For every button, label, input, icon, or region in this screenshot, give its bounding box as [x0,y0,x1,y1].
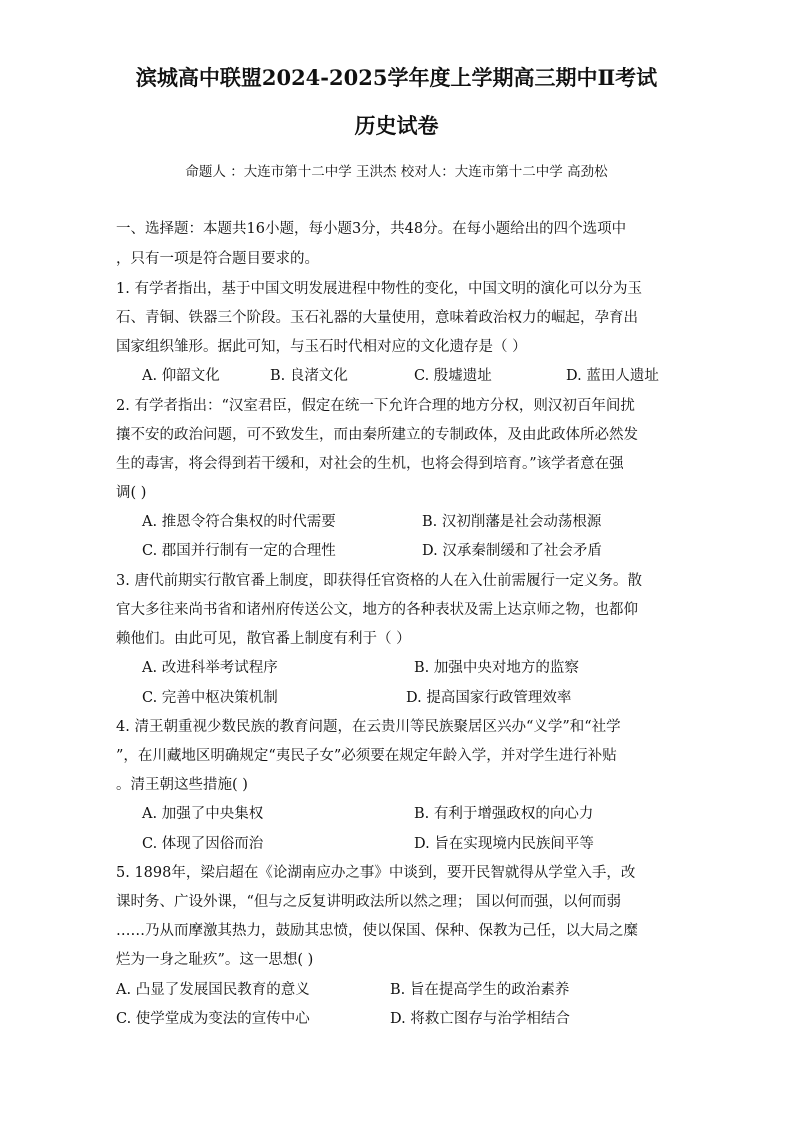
question-4-stem-line: 4. 清王朝重视少数民族的教育问题，在云贵川等民族聚居区兴办“义学”和“社学 [116,719,621,735]
question-2-stem-line: 攘不安的政治问题，可不致发生，而由秦所建立的专制政体，及由此政体所必然发 [116,427,638,443]
question-3-stem-line: 官大多往来尚书省和诸州府传送公文，地方的各种表状及需上达京师之物，也都仰 [116,602,638,618]
question-5-stem-line: 烂为一身之耻疚”。这一思想( ) [116,952,314,968]
question-4-option-d: D. 旨在实现境内民族间平等 [414,836,594,852]
question-5-stem-line: ……乃从而摩激其热力，鼓励其忠愤，使以保国、保种、保教为己任，以大局之糜 [116,923,638,939]
question-3-stem-line: 赖他们。由此可见，散官番上制度有利于（ ） [116,631,411,647]
question-2-option-d: D. 汉承秦制缓和了社会矛盾 [422,543,602,559]
question-1-stem-line: 1. 有学者指出，基于中国文明发展进程中物性的变化，中国文明的演化可以分为玉 [116,281,642,297]
question-5-stem-line: 课时务、广设外课，“但与之反复讲明政法所以然之理； 国以何而强，以何而弱 [116,894,622,910]
question-4-stem-line: 。清王朝这些措施( ) [116,777,248,793]
question-1-option-d: D. 蓝田人遗址 [566,368,659,384]
question-2-option-b: B. 汉初削藩是社会动荡根源 [422,514,602,530]
question-2-stem-line: 2. 有学者指出：“汉室君臣，假定在统一下允许合理的地方分权，则汉初百年间扰 [116,398,635,414]
question-4-option-a: A. 加强了中央集权 [142,806,264,822]
exam-title: 滨城高中联盟2024-2025学年度上学期高三期中Ⅱ考试 [135,65,658,90]
question-5-option-c: C. 使学堂成为变法的宣传中心 [116,1011,310,1027]
question-5-option-a: A. 凸显了发展国民教育的意义 [116,982,310,998]
question-3-option-a: A. 改进科举考试程序 [142,660,278,676]
question-4-option-c: C. 体现了因俗而治 [142,836,264,852]
question-5-option-d: D. 将救亡图存与治学相结合 [390,1011,570,1027]
question-3-option-d: D. 提高国家行政管理效率 [406,690,572,706]
question-1-stem-line: 国家组织雏形。据此可知，与玉石时代相对应的文化遗存是（ ） [116,339,527,355]
question-2-stem-line: 生的毒害，将会得到若干缓和，对社会的生机，也将会得到培育。”该学者意在强 [116,456,624,472]
section-instruction-line: 一、选择题：本题共16小题，每小题3分，共48分。在每小题给出的四个选项中 [116,221,627,237]
question-1-option-c: C. 殷墟遗址 [414,368,492,384]
author-line: 命题人 ：大连市第十二中学 王洪杰 校对人：大连市第十二中学 高劲松 [185,164,608,180]
question-2-option-c: C. 郡国并行制有一定的合理性 [142,543,336,559]
question-2-stem-line: 调( ) [116,485,147,501]
question-4-option-b: B. 有利于增强政权的向心力 [414,806,594,822]
question-1-option-b: B. 良渚文化 [270,368,348,384]
question-3-stem-line: 3. 唐代前期实行散官番上制度，即获得任官资格的人在入仕前需履行一定义务。散 [116,573,642,589]
question-2-option-a: A. 推恩令符合集权的时代需要 [142,514,336,530]
question-4-stem-line: ”，在川藏地区明确规定“夷民子女”必须要在规定年龄入学，并对学生进行补贴 [116,748,617,764]
section-instruction-line: ，只有一项是符合题目要求的。 [116,251,319,267]
question-3-option-b: B. 加强中央对地方的监察 [414,660,579,676]
question-1-option-a: A. 仰韶文化 [142,368,220,384]
question-5-stem-line: 5. 1898年，梁启超在《论湖南应办之事》中谈到，要开民智就得从学堂入手，改 [116,865,636,881]
exam-subtitle: 历史试卷 [354,113,439,138]
question-5-option-b: B. 旨在提高学生的政治素养 [390,982,570,998]
question-3-option-c: C. 完善中枢决策机制 [142,690,278,706]
question-1-stem-line: 石、青铜、铁器三个阶段。玉石礼器的大量使用，意味着政治权力的崛起，孕育出 [116,310,638,326]
